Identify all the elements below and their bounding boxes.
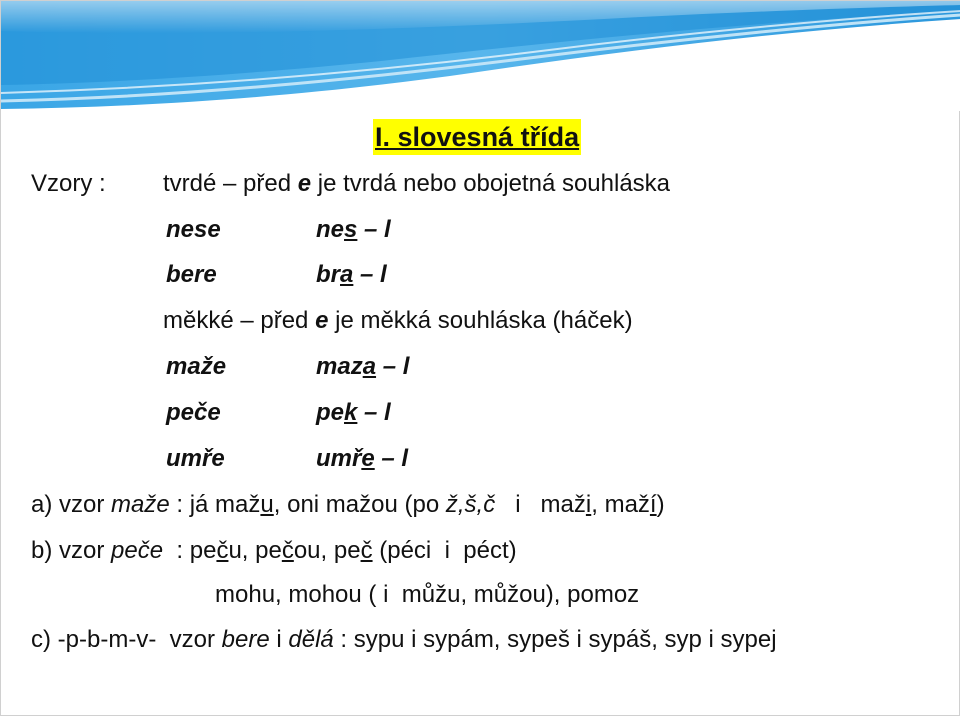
header-wave-banner (1, 1, 960, 111)
line-mohu: mohu, mohou ( i můžu, můžou), pomoz (215, 581, 640, 608)
line-c-vzor-bere: c) -p-b-m-v- vzor bere i dělá : sypu i sypám, sypeš i sypáš, syp i sypej (31, 626, 777, 653)
example-pek-l: pek – l (316, 399, 391, 426)
example-pece: peče (166, 399, 221, 426)
slide-title: I. slovesná třída (373, 119, 581, 155)
example-nes-l: nes – l (316, 216, 391, 243)
example-maza-l: maza – l (316, 353, 410, 380)
example-bere: bere (166, 261, 217, 288)
example-nese: nese (166, 216, 221, 243)
example-umre: umře (166, 445, 225, 472)
example-bra-l: bra – l (316, 261, 387, 288)
vzory-label: Vzory : (31, 170, 106, 197)
line-b-vzor-pece: b) vzor peče : peču, pečou, peč (péci i péct) (31, 537, 517, 564)
example-maze: maže (166, 353, 227, 380)
mekke-rule: měkké – před e je měkká souhláska (háček) (163, 307, 633, 334)
example-umre-l: umře – l (316, 445, 409, 472)
tvrde-rule: tvrdé – před e je tvrdá nebo obojetná souhláska (163, 170, 671, 197)
line-a-vzor-maze: a) vzor maže : já mažu, oni mažou (po ž,š,č i maži, maží) (31, 491, 665, 518)
